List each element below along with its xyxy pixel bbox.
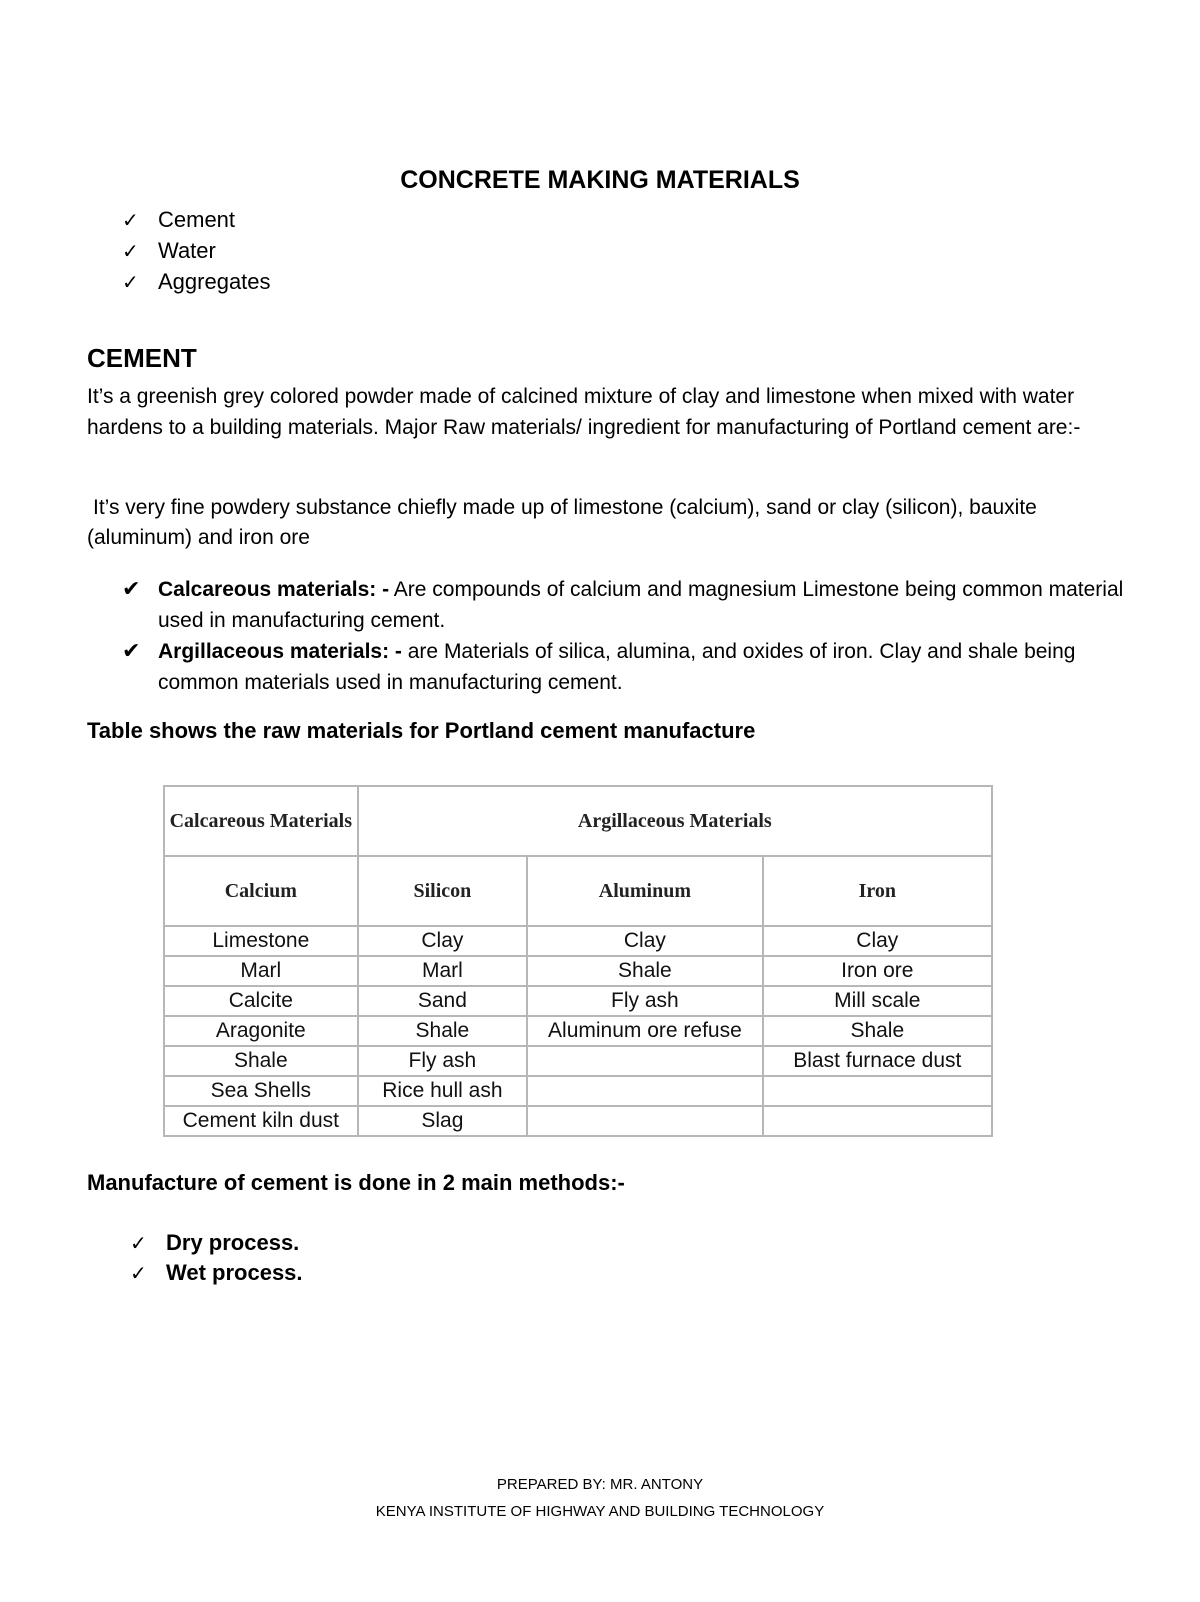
checkmark-icon: ✓ — [122, 269, 139, 294]
methods-list — [130, 1228, 303, 1288]
list-item-label: Water — [158, 237, 216, 263]
table-cell: Marl — [164, 956, 358, 986]
checkmark-icon: ✓ — [122, 207, 139, 232]
checkmark-icon: ✓ — [130, 1231, 147, 1255]
table-row — [164, 1046, 992, 1076]
table-cell — [527, 1046, 762, 1076]
heavy-checkmark-icon: ✔ — [122, 639, 141, 664]
table-cell: Shale — [763, 1016, 992, 1046]
group-header-argillaceous: Argillaceous Materials — [358, 786, 992, 856]
list-item-label: Aggregates — [158, 268, 271, 294]
table-cell: Blast furnace dust — [763, 1046, 992, 1076]
table-cell: Fly ash — [358, 1046, 528, 1076]
table-cell: Mill scale — [763, 986, 992, 1016]
table-cell: Marl — [358, 956, 528, 986]
list-item — [122, 235, 271, 266]
table-cell: Sea Shells — [164, 1076, 358, 1106]
checkmark-icon: ✓ — [122, 238, 139, 263]
bullet-description: Are compounds of calcium and magnesium Limestone being common material used in manufacturing cement. — [158, 578, 1124, 632]
table-cell: Shale — [358, 1016, 528, 1046]
table-cell — [527, 1076, 762, 1106]
list-item — [122, 574, 1132, 636]
table-cell: Limestone — [164, 926, 358, 956]
list-item — [130, 1258, 303, 1288]
table-row — [164, 1106, 992, 1136]
bullet-term: Calcareous materials: - — [158, 578, 390, 601]
table-column-header-row — [164, 856, 992, 926]
cement-paragraph-2-text: It’s very fine powdery substance chiefly made up of limestone (calcium), sand or clay (silicon), bauxite (aluminum) and iron ore — [87, 496, 1037, 549]
table-cell: Rice hull ash — [358, 1076, 528, 1106]
section-heading-cement: CEMENT — [87, 343, 197, 373]
cement-paragraph-2 — [87, 493, 1127, 553]
table-row — [164, 956, 992, 986]
bullet-description: are Materials of silica, alumina, and oxides of iron. Clay and shale being common materials used in manufacturing cement. — [158, 640, 1076, 694]
table-cell: Shale — [164, 1046, 358, 1076]
bullet-text — [158, 574, 1132, 636]
checkmark-icon: ✓ — [130, 1261, 147, 1285]
cement-paragraph-1: It’s a greenish grey colored powder made of calcined mixture of clay and limestone when mixed with water hardens to a building materials. Major Raw materials/ ingredient for manufacturing of Portland cement are:- — [87, 385, 1081, 439]
material-type-list — [122, 574, 1132, 698]
table-cell — [763, 1076, 992, 1106]
column-header-aluminum: Aluminum — [527, 856, 762, 926]
list-item — [122, 266, 271, 297]
table-cell: Slag — [358, 1106, 528, 1136]
page-title: CONCRETE MAKING MATERIALS — [400, 166, 800, 194]
table-row — [164, 1016, 992, 1046]
heavy-checkmark-icon: ✔ — [122, 577, 141, 602]
table-cell: Aluminum ore refuse — [527, 1016, 762, 1046]
bullet-text — [158, 636, 1132, 698]
table-group-header-row — [164, 786, 992, 856]
materials-list — [122, 204, 271, 297]
table-cell: Shale — [527, 956, 762, 986]
table-cell: Clay — [358, 926, 528, 956]
table-cell — [527, 1106, 762, 1136]
table-cell: Clay — [763, 926, 992, 956]
table-row — [164, 1076, 992, 1106]
list-item-label: Dry process. — [166, 1230, 300, 1255]
table-caption: Table shows the raw materials for Portland cement manufacture — [87, 718, 756, 743]
table-cell: Iron ore — [763, 956, 992, 986]
table-row — [164, 926, 992, 956]
list-item — [122, 636, 1132, 698]
list-item-label: Wet process. — [166, 1260, 303, 1285]
table-cell — [763, 1106, 992, 1136]
table-cell: Sand — [358, 986, 528, 1016]
table-cell: Cement kiln dust — [164, 1106, 358, 1136]
table-cell: Fly ash — [527, 986, 762, 1016]
bullet-term: Argillaceous materials: - — [158, 640, 402, 663]
column-header-calcium: Calcium — [164, 856, 358, 926]
list-item — [122, 204, 271, 235]
table-cell: Aragonite — [164, 1016, 358, 1046]
list-item — [130, 1228, 303, 1258]
table-cell: Calcite — [164, 986, 358, 1016]
list-item-label: Cement — [158, 206, 236, 232]
methods-caption: Manufacture of cement is done in 2 main methods:- — [87, 1170, 625, 1195]
footer-institute: KENYA INSTITUTE OF HIGHWAY AND BUILDING TECHNOLOGY — [375, 1503, 825, 1520]
column-header-iron: Iron — [763, 856, 992, 926]
footer-prepared-by: PREPARED BY: MR. ANTONY — [496, 1476, 704, 1493]
table-cell: Clay — [527, 926, 762, 956]
column-header-silicon: Silicon — [358, 856, 528, 926]
raw-materials-table — [163, 785, 993, 1137]
group-header-calcareous: Calcareous Materials — [164, 786, 358, 856]
table-row — [164, 986, 992, 1016]
